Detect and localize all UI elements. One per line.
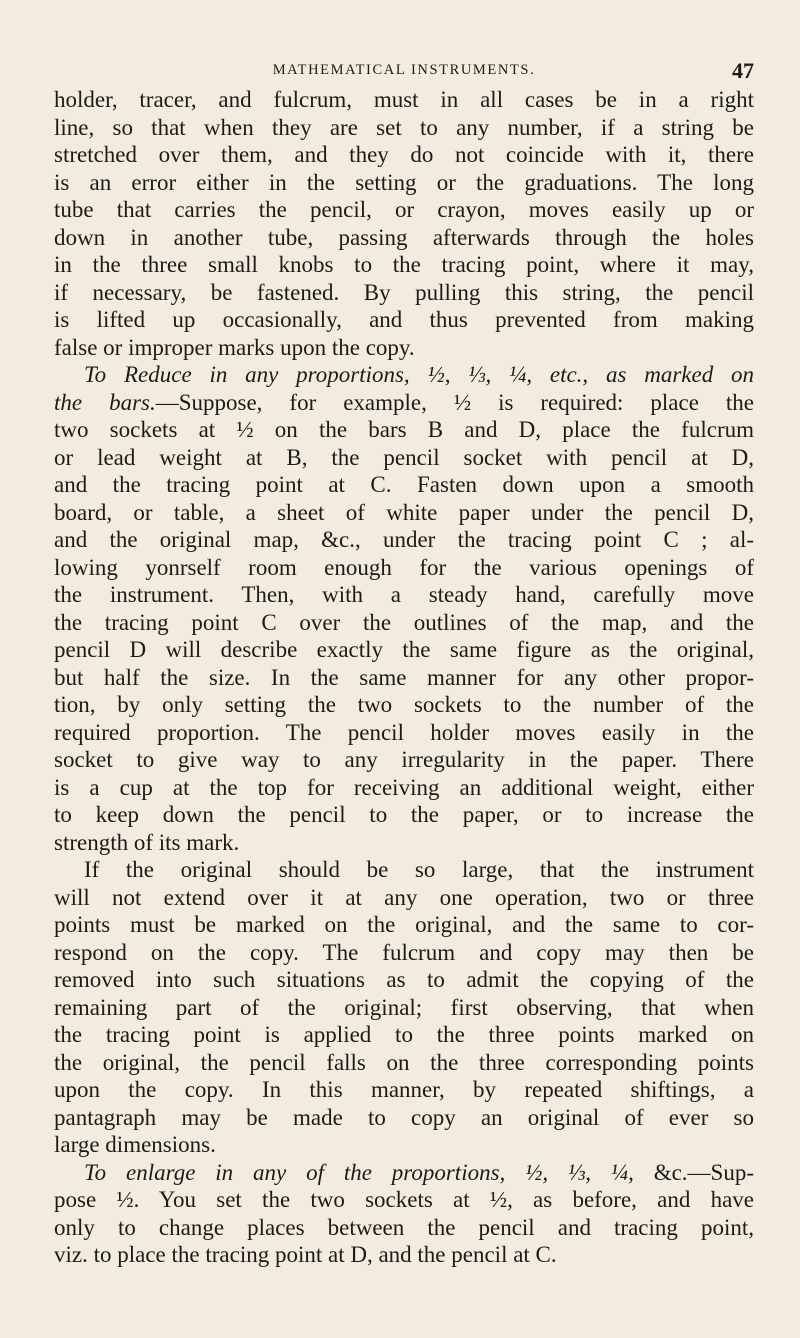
text-line: line, so that when they are set to any number, if a string be (54, 114, 754, 140)
text-line: pencil D will describe exactly the same figure as the original, (54, 637, 754, 662)
text-line: if necessary, be fastened. By pulling this string, the pencil (54, 279, 754, 305)
text-line: the tracing point C over the outlines of the map, and the (54, 609, 754, 635)
body-text (54, 86, 754, 1269)
reduce-heading: To Reduce in any proportions, ½, ⅓, ¼, etc., as marked on (84, 362, 754, 387)
running-head: MATHEMATICAL INSTRUMENTS. (272, 62, 536, 78)
text-line: only to change places between the pencil and tracing point, (54, 1214, 754, 1240)
page-header (54, 58, 754, 86)
text-line: If the original should be so large, that the instrument (84, 857, 754, 882)
enlarge-heading-line (54, 1159, 754, 1187)
text-line: is lifted up occasionally, and thus prevented from making (54, 307, 754, 332)
text-line: required proportion. The pencil holder moves easily in the (54, 719, 754, 745)
text-line: or lead weight at B, the pencil socket with pencil at D, (54, 444, 754, 470)
text-line: lowing yonrself room enough for the various openings of (54, 554, 754, 580)
text-line: false or improper marks upon the copy. (54, 334, 415, 360)
text-line: the tracing point is applied to the three points marked on (54, 1022, 754, 1047)
text-line: viz. to place the tracing point at D, and the pencil at C. (54, 1242, 557, 1267)
text-line: pose ½. You set the two sockets at ½, as before, and have (54, 1187, 754, 1212)
reduce-heading-cont: the bars. (54, 389, 156, 415)
text-line: remaining part of the original; first observing, that when (54, 994, 754, 1020)
text-line: will not extend over it at any one operation, two or three (54, 884, 754, 910)
text-line-rest: —Suppose, for example, ½ is required: place the (155, 389, 754, 415)
text-line: removed into such situations as to admit the copying of the (54, 967, 754, 992)
text-line: large dimensions. (54, 1132, 216, 1157)
enlarge-heading: To enlarge in any of the proportions, ½, ⅓, ¼, (84, 1159, 634, 1185)
text-line: socket to give way to any irregularity in the paper. There (54, 747, 754, 772)
reduce-heading-line (54, 361, 754, 389)
text-line: upon the copy. In this manner, by repeated shiftings, a (54, 1077, 754, 1102)
text-line: but half the size. In the same manner for any other propor- (54, 664, 754, 690)
text-line: pantagraph may be made to copy an original of ever so (54, 1104, 754, 1130)
text-line: and the original map, &c., under the tracing point C ; al- (54, 527, 754, 552)
text-line: holder, tracer, and fulcrum, must in all cases be in a right (54, 87, 754, 112)
text-line: tube that carries the pencil, or crayon, moves easily up or (54, 197, 754, 222)
text-line: board, or table, a sheet of white paper under the pencil D, (54, 499, 754, 525)
text-line: in the three small knobs to the tracing point, where it may, (54, 252, 754, 277)
text-line: points must be marked on the original, and the same to cor- (54, 912, 754, 937)
page-number: 47 (732, 58, 754, 83)
text-line: the instrument. Then, with a steady hand, carefully move (54, 582, 754, 607)
text-line: the original, the pencil falls on the three corresponding points (54, 1049, 754, 1075)
text-line: is a cup at the top for receiving an additional weight, either (54, 774, 754, 800)
text-line: respond on the copy. The fulcrum and copy may then be (54, 939, 754, 965)
text-line: two sockets at ½ on the bars B and D, place the fulcrum (54, 417, 754, 442)
text-line: down in another tube, passing afterwards through the holes (54, 224, 754, 250)
text-line (54, 389, 754, 417)
text-line: and the tracing point at C. Fasten down upon a smooth (54, 472, 754, 497)
text-line: tion, by only setting the two sockets to the number of the (54, 692, 754, 717)
text-line-rest: &c.—Sup- (633, 1159, 754, 1185)
text-line: is an error either in the setting or the graduations. The long (54, 169, 754, 195)
text-line: to keep down the pencil to the paper, or to increase the (54, 802, 754, 827)
text-line: strength of its mark. (54, 829, 240, 855)
text-line: stretched over them, and they do not coincide with it, there (54, 142, 754, 167)
